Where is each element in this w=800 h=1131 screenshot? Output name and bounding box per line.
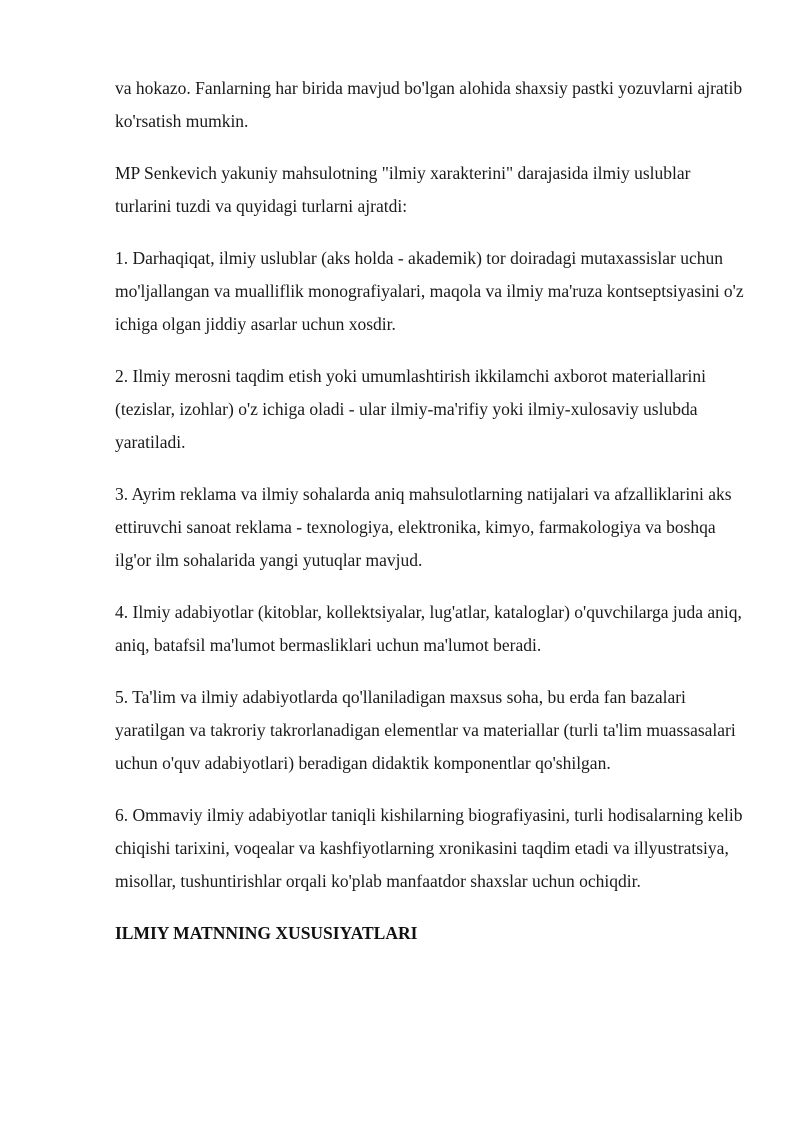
list-item-4: 4. Ilmiy adabiyotlar (kitoblar, kollektsiyalar, lug'atlar, kataloglar) o'quvchilarga juda aniq, aniq, batafsil ma'lumot bermasliklari uchun ma'lumot beradi. xyxy=(115,602,742,655)
list-item-3: 3. Ayrim reklama va ilmiy sohalarda aniq mahsulotlarning natijalari va afzalliklarini aks ettiruvchi sanoat reklama - texnologiya, elektronika, kimyo, farmakologiya va boshqa ilg'or ilm sohalarida yangi yutuqlar mavjud. xyxy=(115,484,732,570)
document-body xyxy=(115,72,745,950)
list-item-2: 2. Ilmiy merosni taqdim etish yoki umumlashtirish ikkilamchi axborot materiallarini (tezislar, izohlar) o'z ichiga oladi - ular ilmiy-ma'rifiy yoki ilmiy-xulosaviy uslubda yaratiladi. xyxy=(115,366,707,452)
paragraph-continuation: va hokazo. Fanlarning har birida mavjud bo'lgan alohida shaxsiy pastki yozuvlarni ajratib ko'rsatish mumkin. xyxy=(115,78,743,131)
list-item-6: 6. Ommaviy ilmiy adabiyotlar taniqli kishilarning biografiyasini, turli hodisalarning kelib chiqishi tarixini, voqealar va kashfiyotlarning xronikasini taqdim etadi va illyustratsiya, misollar, tushuntirishlar orqali ko'plab manfaatdor shaxslar uchun ochiqdir. xyxy=(115,805,743,891)
section-heading: ILMIY MATNNING XUSUSIYATLARI xyxy=(115,923,418,943)
paragraph-intro: MP Senkevich yakuniy mahsulotning "ilmiy xarakterini" darajasida ilmiy uslublar turlarini tuzdi va quyidagi turlarni ajratdi: xyxy=(115,163,691,216)
list-item-1: 1. Darhaqiqat, ilmiy uslublar (aks holda - akademik) tor doiradagi mutaxassislar uchun mo'ljallangan va mualliflik monografiyalari, maqola va ilmiy ma'ruza kontseptsiyasini o'z ichiga olgan jiddiy asarlar uchun xosdir. xyxy=(115,248,744,334)
list-item-5: 5. Ta'lim va ilmiy adabiyotlarda qo'llaniladigan maxsus soha, bu erda fan bazalari yaratilgan va takroriy takrorlanadigan elementlar va materiallar (turli ta'lim muassasalari uchun o'quv adabiyotlari) beradigan didaktik komponentlar qo'shilgan. xyxy=(115,687,736,773)
